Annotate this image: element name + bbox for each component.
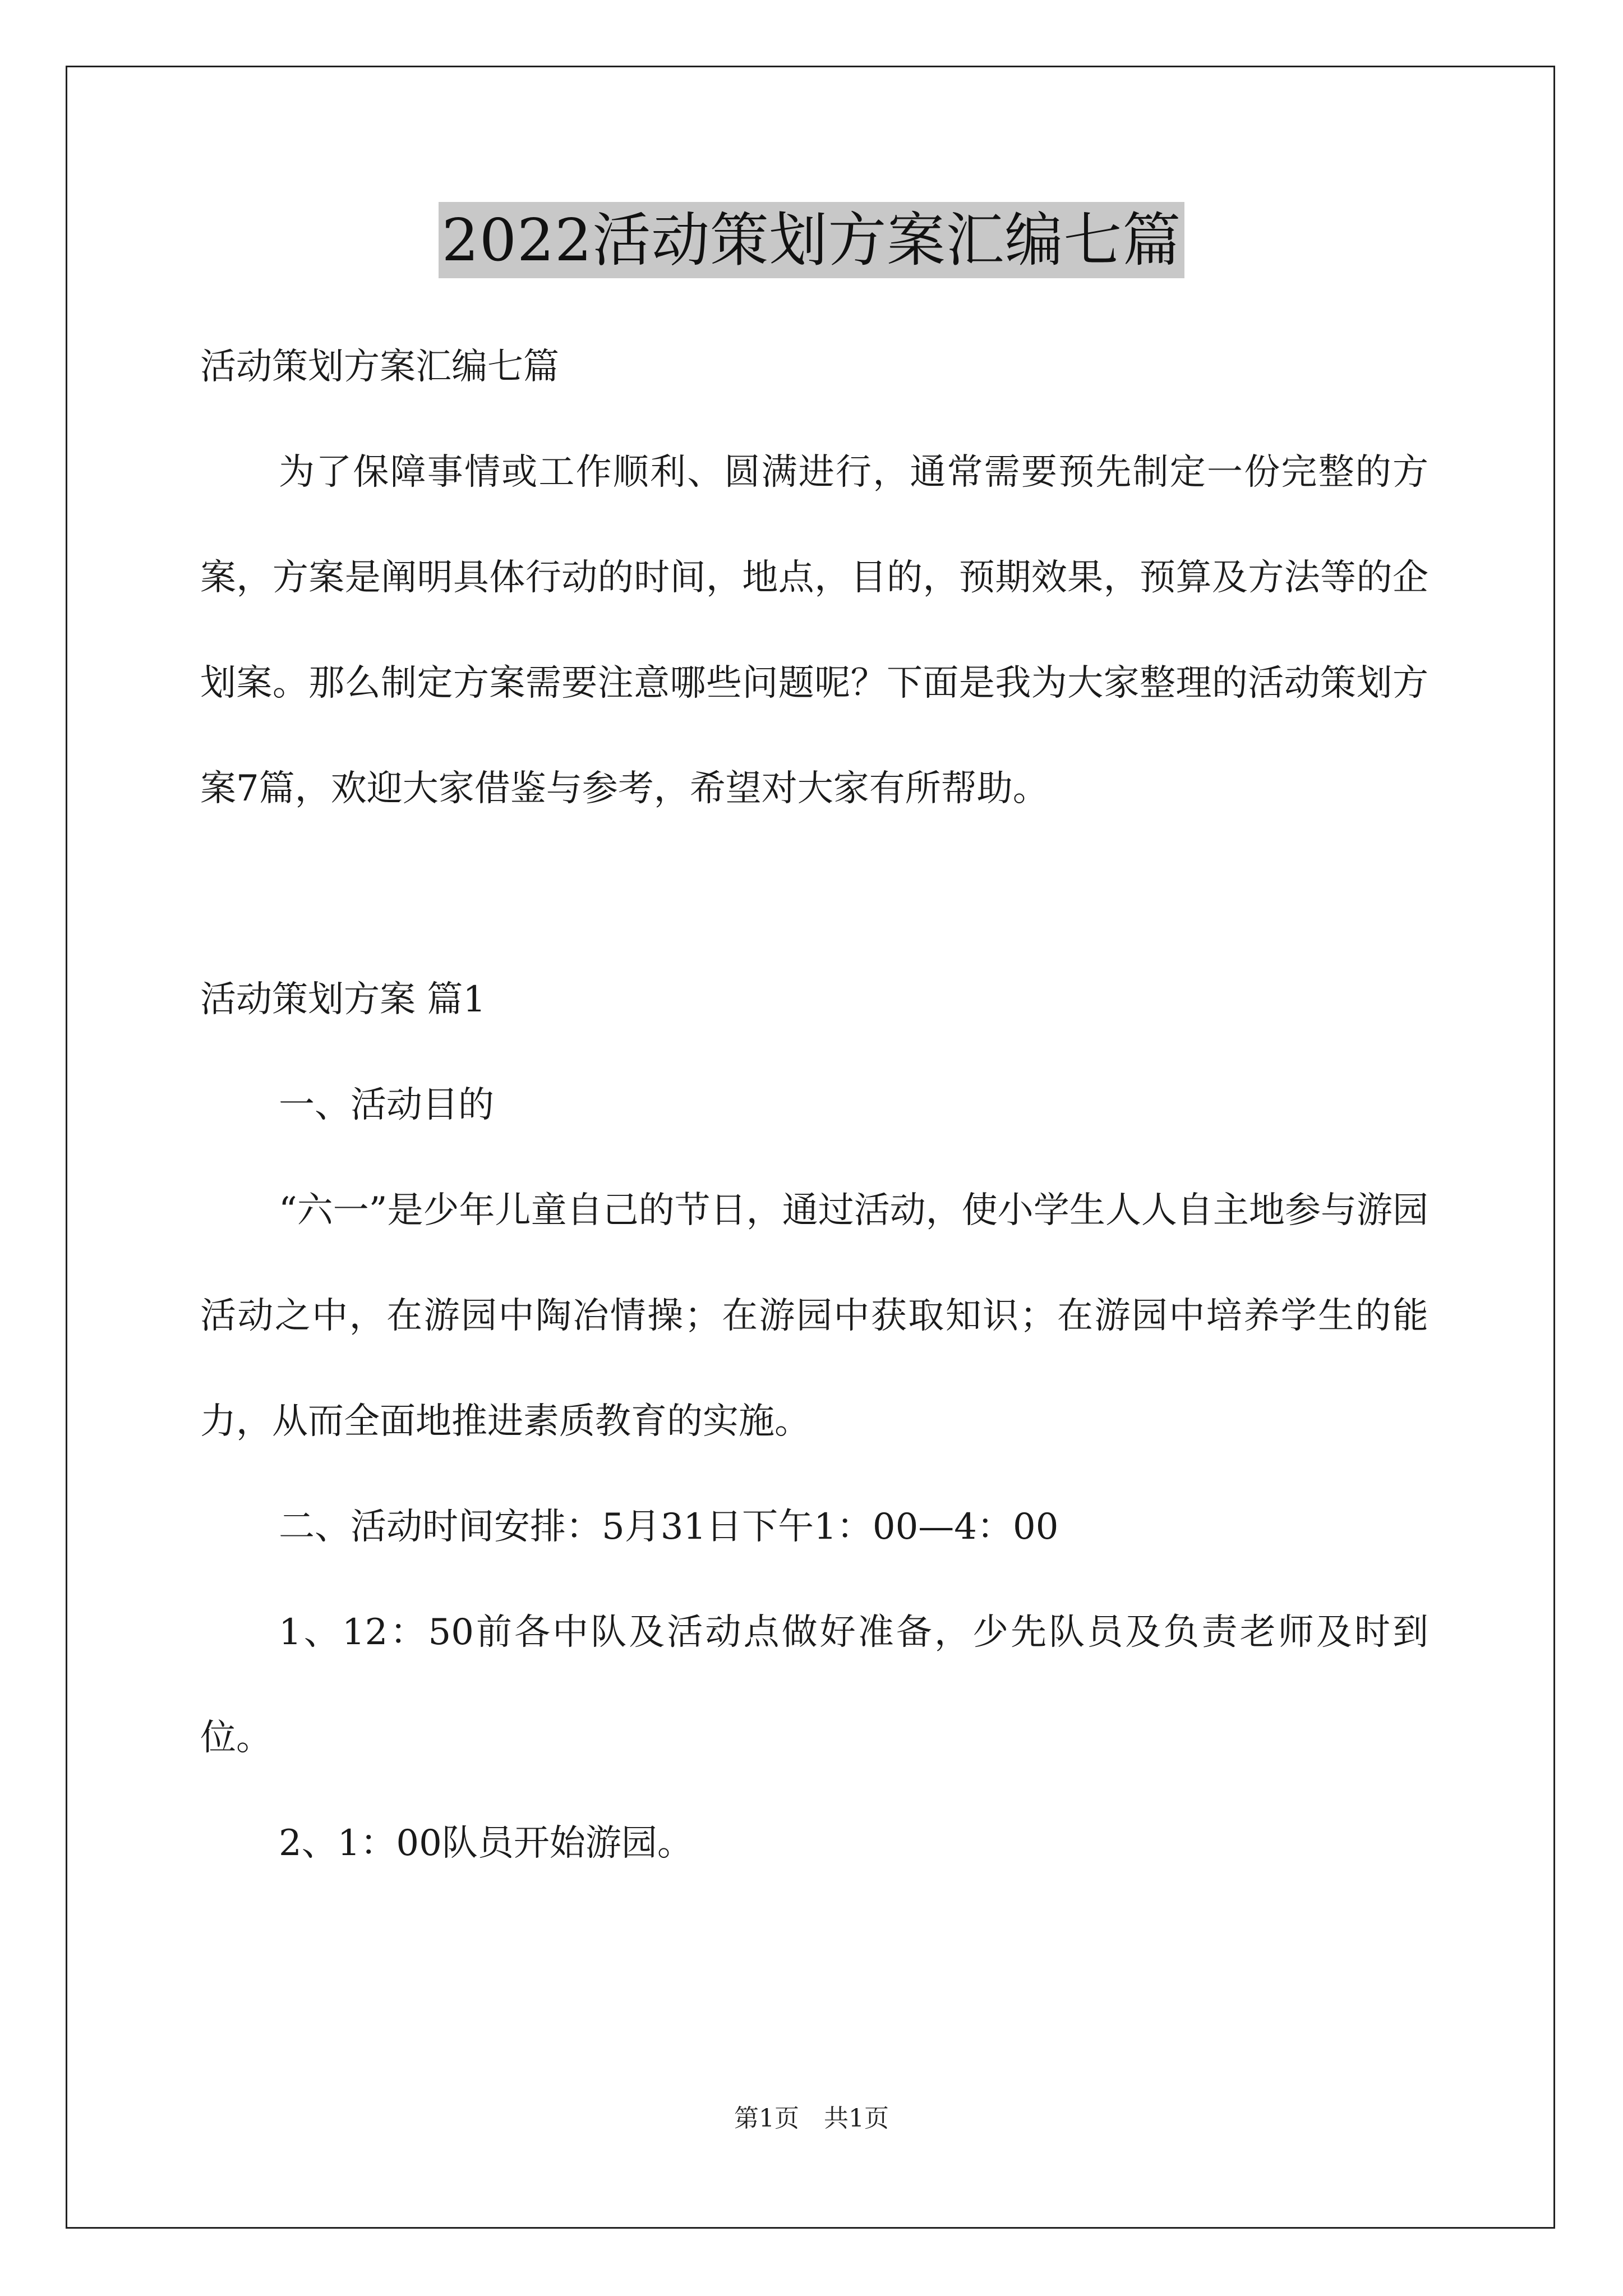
schedule-step-1: 1、12：50前各中队及活动点做好准备，少先队员及负责老师及时到位。 xyxy=(200,1612,1428,1759)
document-body xyxy=(200,314,1428,1896)
item-heading-purpose: 一、活动目的 xyxy=(279,1084,494,1126)
schedule-step-2: 2、1：00队员开始游园。 xyxy=(279,1823,693,1864)
document-subtitle: 活动策划方案汇编七篇 xyxy=(200,346,559,388)
spacer xyxy=(200,841,1428,947)
title-container xyxy=(0,202,1623,278)
item-heading-schedule: 二、活动时间安排：5月31日下午1：00—4：00 xyxy=(279,1506,1059,1548)
document-title: 2022活动策划方案汇编七篇 xyxy=(439,202,1185,278)
purpose-paragraph: “六一”是少年儿童自己的节日，通过活动，使小学生人人自主地参与游园活动之中，在游园中陶冶情操；在游园中获取知识；在游园中培养学生的能力，从而全面地推进素质教育的实施。 xyxy=(200,1190,1428,1442)
intro-paragraph: 为了保障事情或工作顺利、圆满进行，通常需要预先制定一份完整的方案，方案是阐明具体行动的时间，地点，目的，预期效果，预算及方法等的企划案。那么制定方案需要注意哪些问题呢？下面是我为大家整理的活动策划方案7篇，欢迎大家借鉴与参考，希望对大家有所帮助。 xyxy=(200,452,1428,809)
section-heading: 活动策划方案 篇1 xyxy=(200,979,486,1020)
page-footer: 第1页 共1页 xyxy=(734,2104,889,2133)
